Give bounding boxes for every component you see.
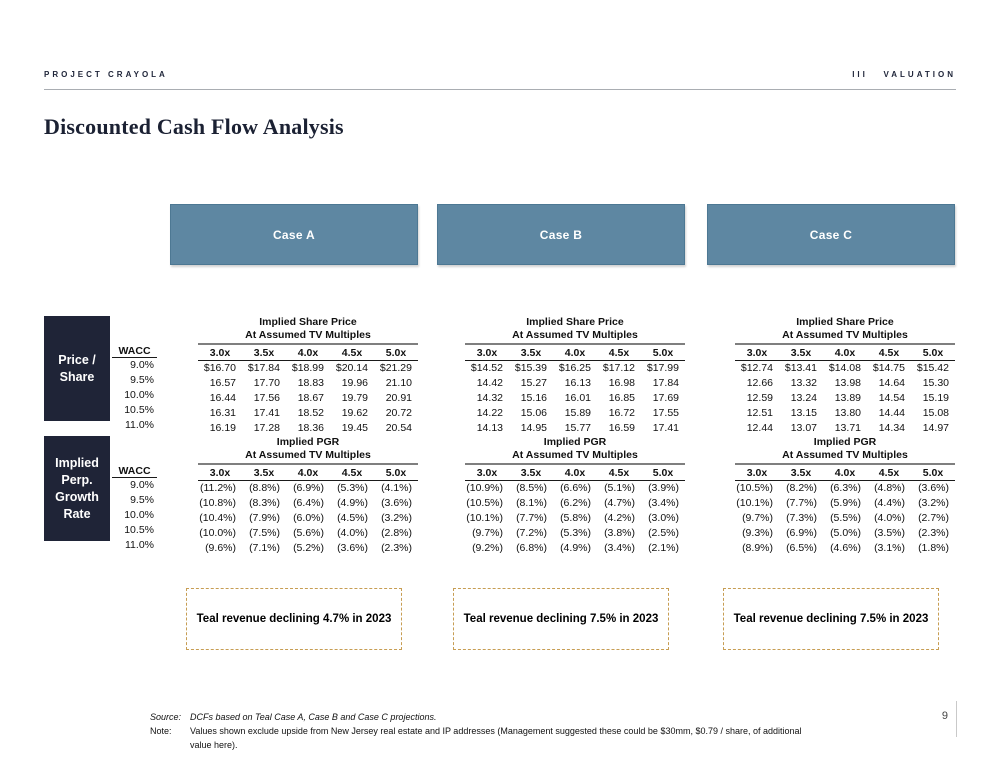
table-cell: (8.9%) <box>742 542 773 554</box>
table-cell: 14.42 <box>476 377 503 389</box>
row-label-price-share: Price / Share <box>44 316 110 421</box>
multiples-header-row <box>465 346 685 361</box>
table-cell: (9.7%) <box>742 512 773 524</box>
table-cell: (1.8%) <box>918 542 949 554</box>
page-number: 9 <box>941 710 948 722</box>
note-line-2: value here). <box>190 740 238 750</box>
table-cell: (7.7%) <box>516 512 547 524</box>
table-cell: (2.8%) <box>381 527 412 539</box>
table-cell: 17.55 <box>652 407 679 419</box>
table-cell: 17.56 <box>253 392 280 404</box>
table-row <box>465 511 685 526</box>
table-row <box>735 511 955 526</box>
table-top-rule <box>465 343 685 345</box>
table-cell: (10.4%) <box>199 512 236 524</box>
table-cell: 15.89 <box>564 407 591 419</box>
table-subtitle: At Assumed TV Multiples <box>782 329 908 341</box>
table-row <box>198 496 418 511</box>
table-row <box>465 526 685 541</box>
table-row <box>465 361 685 376</box>
column-header: 5.0x <box>652 467 674 479</box>
case-header-c: Case C <box>707 204 955 265</box>
callout-text: Teal revenue declining 7.5% in 2023 <box>733 613 929 625</box>
table-row <box>735 541 955 556</box>
table-top-rule <box>465 463 685 465</box>
callout-case-b <box>453 588 669 650</box>
table-cell: 18.83 <box>297 377 324 389</box>
table-cell: (6.6%) <box>560 482 591 494</box>
multiples-header-row <box>735 346 955 361</box>
source-row <box>150 710 802 724</box>
table-cell: (6.9%) <box>293 482 324 494</box>
column-header: 4.0x <box>297 347 319 359</box>
table-cell: (9.2%) <box>472 542 503 554</box>
table-cell: (10.0%) <box>199 527 236 539</box>
table-cell: (5.3%) <box>560 527 591 539</box>
table-cell: 12.59 <box>746 392 773 404</box>
column-header: 5.0x <box>385 347 407 359</box>
table-cell: (3.6%) <box>918 482 949 494</box>
column-header: 3.0x <box>746 347 768 359</box>
table-cell: (9.3%) <box>742 527 773 539</box>
table-cell: (3.0%) <box>648 512 679 524</box>
table-cell: (3.4%) <box>648 497 679 509</box>
wacc-column <box>112 465 157 553</box>
note-row <box>150 724 802 752</box>
table-cell: $17.12 <box>602 362 635 374</box>
table-cell: (3.8%) <box>604 527 635 539</box>
table-cell: (5.5%) <box>830 512 861 524</box>
wacc-value: 10.0% <box>124 509 154 521</box>
table-cell: (10.9%) <box>466 482 503 494</box>
page-title: Discounted Cash Flow Analysis <box>44 114 344 139</box>
table-cell: (5.1%) <box>604 482 635 494</box>
table-title: Implied Share Price <box>259 316 357 328</box>
page-number-divider <box>956 701 957 737</box>
table-cell: $13.41 <box>784 362 817 374</box>
table-cell: 16.59 <box>608 422 635 434</box>
table-row <box>465 391 685 406</box>
table-cell: (8.5%) <box>516 482 547 494</box>
column-header: 4.5x <box>608 467 630 479</box>
table-cell: 15.30 <box>922 377 949 389</box>
table-cell: 14.95 <box>520 422 547 434</box>
table-cell: 14.13 <box>476 422 503 434</box>
table-row <box>735 406 955 421</box>
table-cell: (3.2%) <box>381 512 412 524</box>
table-cell: (10.1%) <box>466 512 503 524</box>
table-cell: $16.25 <box>558 362 591 374</box>
table-cell: (4.6%) <box>830 542 861 554</box>
wacc-value: 11.0% <box>125 539 154 551</box>
table-cell: 16.57 <box>209 377 236 389</box>
column-header: 5.0x <box>652 347 674 359</box>
table-cell: (7.5%) <box>249 527 280 539</box>
column-header: 3.0x <box>476 467 498 479</box>
table-cell: $18.99 <box>291 362 324 374</box>
table-row <box>465 406 685 421</box>
pgr-table-case-c <box>735 436 955 556</box>
table-cell: $17.99 <box>646 362 679 374</box>
multiples-header-row <box>198 466 418 481</box>
table-cell: 14.64 <box>878 377 905 389</box>
table-cell: 14.54 <box>878 392 905 404</box>
table-cell: 13.24 <box>790 392 817 404</box>
table-cell: $20.14 <box>335 362 368 374</box>
table-cell: 16.44 <box>209 392 236 404</box>
column-header: 3.0x <box>476 347 498 359</box>
table-row <box>198 541 418 556</box>
table-title: Implied PGR <box>543 436 607 448</box>
table-cell: (10.5%) <box>466 497 503 509</box>
wacc-value: 9.5% <box>130 494 154 506</box>
table-cell: (3.4%) <box>604 542 635 554</box>
table-cell: (9.7%) <box>472 527 503 539</box>
source-text: DCFs based on Teal Case A, Case B and Case C projections. <box>190 712 437 722</box>
wacc-column-header: WACC <box>112 345 157 358</box>
table-cell: 16.13 <box>564 377 591 389</box>
table-cell: (8.1%) <box>516 497 547 509</box>
share-price-table-case-b <box>465 316 685 436</box>
table-cell: (5.3%) <box>337 482 368 494</box>
table-title: Implied Share Price <box>796 316 894 328</box>
table-cell: (4.9%) <box>560 542 591 554</box>
column-header: 3.5x <box>790 347 812 359</box>
table-cell: (2.7%) <box>918 512 949 524</box>
table-cell: 20.91 <box>385 392 412 404</box>
column-header: 3.5x <box>520 467 542 479</box>
table-cell: (4.4%) <box>874 497 905 509</box>
column-header: 5.0x <box>385 467 407 479</box>
table-cell: (7.2%) <box>516 527 547 539</box>
table-row <box>198 421 418 436</box>
footnotes <box>150 710 802 752</box>
table-cell: (3.5%) <box>874 527 905 539</box>
table-cell: 17.84 <box>652 377 679 389</box>
table-cell: (4.7%) <box>604 497 635 509</box>
column-header: 5.0x <box>922 467 944 479</box>
table-cell: 17.41 <box>253 407 280 419</box>
table-cell: $15.42 <box>916 362 949 374</box>
table-cell: (6.8%) <box>516 542 547 554</box>
table-cell: (7.7%) <box>786 497 817 509</box>
table-cell: 14.44 <box>878 407 905 419</box>
section-label: III VALUATION <box>852 70 956 79</box>
table-row <box>735 421 955 436</box>
project-name: PROJECT CRAYOLA <box>44 70 168 79</box>
table-cell: (7.9%) <box>249 512 280 524</box>
table-cell: 16.31 <box>209 407 236 419</box>
note-text <box>190 724 802 752</box>
wacc-value: 10.5% <box>124 404 154 416</box>
table-cell: $15.39 <box>514 362 547 374</box>
table-row <box>198 511 418 526</box>
table-cell: 13.15 <box>790 407 817 419</box>
column-header: 4.5x <box>341 467 363 479</box>
table-cell: 20.54 <box>385 422 412 434</box>
table-row <box>198 391 418 406</box>
share-price-table-case-a <box>198 316 418 436</box>
table-cell: $17.84 <box>247 362 280 374</box>
table-cell: (8.8%) <box>249 482 280 494</box>
table-cell: (4.8%) <box>874 482 905 494</box>
table-cell: (2.1%) <box>648 542 679 554</box>
table-cell: 19.45 <box>341 422 368 434</box>
table-cell: 16.85 <box>608 392 635 404</box>
table-row <box>465 376 685 391</box>
column-header: 3.5x <box>253 347 275 359</box>
table-title: Implied PGR <box>276 436 340 448</box>
table-cell: $14.52 <box>470 362 503 374</box>
table-cell: 15.27 <box>520 377 547 389</box>
table-cell: $14.75 <box>872 362 905 374</box>
table-cell: 19.79 <box>341 392 368 404</box>
column-header: 4.5x <box>341 347 363 359</box>
wacc-value: 10.5% <box>124 524 154 536</box>
table-cell: (2.3%) <box>918 527 949 539</box>
row-label-implied-pgr: Implied Perp. Growth Rate <box>44 436 110 541</box>
table-cell: (4.0%) <box>337 527 368 539</box>
table-cell: (3.6%) <box>381 497 412 509</box>
table-subtitle: At Assumed TV Multiples <box>245 449 371 461</box>
table-row <box>198 406 418 421</box>
table-cell: (7.1%) <box>249 542 280 554</box>
multiples-header-row <box>735 466 955 481</box>
table-cell: (4.5%) <box>337 512 368 524</box>
table-cell: 17.69 <box>652 392 679 404</box>
wacc-value: 10.0% <box>124 389 154 401</box>
table-cell: (9.6%) <box>205 542 236 554</box>
table-cell: (10.1%) <box>736 497 773 509</box>
source-label: Source: <box>150 712 182 722</box>
table-cell: (6.5%) <box>786 542 817 554</box>
table-row <box>465 496 685 511</box>
table-row <box>735 481 955 496</box>
column-header: 3.0x <box>746 467 768 479</box>
table-cell: (2.5%) <box>648 527 679 539</box>
table-cell: (10.5%) <box>736 482 773 494</box>
column-header: 4.5x <box>878 347 900 359</box>
table-cell: (3.1%) <box>874 542 905 554</box>
table-cell: $12.74 <box>740 362 773 374</box>
table-cell: (2.3%) <box>381 542 412 554</box>
column-header: 3.5x <box>790 467 812 479</box>
column-header: 4.0x <box>834 467 856 479</box>
column-header: 3.5x <box>253 467 275 479</box>
table-cell: (3.9%) <box>648 482 679 494</box>
table-cell: (6.9%) <box>786 527 817 539</box>
table-cell: (5.0%) <box>830 527 861 539</box>
table-cell: 12.51 <box>746 407 773 419</box>
table-row <box>198 376 418 391</box>
column-header: 4.0x <box>297 467 319 479</box>
table-cell: 18.67 <box>297 392 324 404</box>
table-cell: 18.36 <box>297 422 324 434</box>
callout-text: Teal revenue declining 7.5% in 2023 <box>463 613 659 625</box>
table-row <box>198 526 418 541</box>
note-line-1: Values shown exclude upside from New Jersey real estate and IP addresses (Management suggested these could be $30mm, $0.79 / share, of additional <box>190 726 802 736</box>
wacc-column-header: WACC <box>112 465 157 478</box>
table-row <box>735 496 955 511</box>
table-cell: 16.19 <box>209 422 236 434</box>
table-cell: 21.10 <box>385 377 412 389</box>
table-row <box>465 481 685 496</box>
callout-case-c <box>723 588 939 650</box>
table-cell: (8.2%) <box>786 482 817 494</box>
table-cell: (5.8%) <box>560 512 591 524</box>
table-cell: (4.9%) <box>337 497 368 509</box>
table-title: Implied Share Price <box>526 316 624 328</box>
callout-case-a <box>186 588 402 650</box>
table-cell: 13.71 <box>834 422 861 434</box>
table-cell: 17.28 <box>253 422 280 434</box>
pgr-table-case-a <box>198 436 418 556</box>
table-top-rule <box>198 463 418 465</box>
table-row <box>198 481 418 496</box>
table-cell: (10.8%) <box>199 497 236 509</box>
table-cell: 14.32 <box>476 392 503 404</box>
table-subtitle: At Assumed TV Multiples <box>245 329 371 341</box>
table-cell: 15.19 <box>922 392 949 404</box>
wacc-value: 11.0% <box>125 419 154 431</box>
column-header: 5.0x <box>922 347 944 359</box>
share-price-table-case-c <box>735 316 955 436</box>
wacc-column <box>112 345 157 433</box>
table-cell: (3.2%) <box>918 497 949 509</box>
table-cell: (3.6%) <box>337 542 368 554</box>
wacc-value: 9.0% <box>130 359 154 371</box>
header-divider <box>44 89 956 90</box>
table-cell: 19.96 <box>341 377 368 389</box>
table-cell: (6.2%) <box>560 497 591 509</box>
column-header: 3.5x <box>520 347 542 359</box>
table-cell: (4.2%) <box>604 512 635 524</box>
table-cell: 15.77 <box>564 422 591 434</box>
table-cell: $16.70 <box>203 362 236 374</box>
column-header: 3.0x <box>209 347 231 359</box>
table-cell: 14.22 <box>476 407 503 419</box>
column-header: 4.5x <box>608 347 630 359</box>
table-cell: 14.97 <box>922 422 949 434</box>
table-cell: 13.80 <box>834 407 861 419</box>
case-header-b: Case B <box>437 204 685 265</box>
table-row <box>735 526 955 541</box>
table-cell: 17.70 <box>253 377 280 389</box>
table-cell: 13.98 <box>834 377 861 389</box>
column-header: 4.0x <box>834 347 856 359</box>
callout-text: Teal revenue declining 4.7% in 2023 <box>196 613 392 625</box>
table-cell: (11.2%) <box>200 482 236 494</box>
column-header: 4.0x <box>564 467 586 479</box>
table-cell: 20.72 <box>385 407 412 419</box>
column-header: 3.0x <box>209 467 231 479</box>
table-cell: (4.0%) <box>874 512 905 524</box>
table-cell: (6.0%) <box>293 512 324 524</box>
table-cell: 14.34 <box>878 422 905 434</box>
table-top-rule <box>735 463 955 465</box>
table-subtitle: At Assumed TV Multiples <box>512 449 638 461</box>
table-cell: 12.66 <box>746 377 773 389</box>
pgr-table-case-b <box>465 436 685 556</box>
table-cell: 18.52 <box>297 407 324 419</box>
table-row <box>198 361 418 376</box>
table-cell: 15.06 <box>520 407 547 419</box>
table-cell: 17.41 <box>652 422 679 434</box>
table-cell: (4.1%) <box>381 482 412 494</box>
table-cell: (8.3%) <box>249 497 280 509</box>
table-cell: 19.62 <box>341 407 368 419</box>
table-cell: 16.98 <box>608 377 635 389</box>
wacc-value: 9.0% <box>130 479 154 491</box>
table-row <box>735 361 955 376</box>
table-cell: $14.08 <box>828 362 861 374</box>
table-cell: 13.32 <box>790 377 817 389</box>
multiples-header-row <box>198 346 418 361</box>
table-subtitle: At Assumed TV Multiples <box>512 329 638 341</box>
table-subtitle: At Assumed TV Multiples <box>782 449 908 461</box>
multiples-header-row <box>465 466 685 481</box>
table-row <box>735 391 955 406</box>
wacc-value: 9.5% <box>130 374 154 386</box>
table-cell: 13.07 <box>790 422 817 434</box>
column-header: 4.0x <box>564 347 586 359</box>
table-cell: 16.01 <box>564 392 591 404</box>
table-cell: (7.3%) <box>786 512 817 524</box>
table-cell: 13.89 <box>834 392 861 404</box>
table-cell: (6.3%) <box>830 482 861 494</box>
table-top-rule <box>198 343 418 345</box>
case-header-a: Case A <box>170 204 418 265</box>
table-row <box>735 376 955 391</box>
table-cell: (5.2%) <box>293 542 324 554</box>
table-row <box>465 421 685 436</box>
column-header: 4.5x <box>878 467 900 479</box>
table-cell: 15.16 <box>520 392 547 404</box>
table-cell: 16.72 <box>608 407 635 419</box>
table-cell: (6.4%) <box>293 497 324 509</box>
table-top-rule <box>735 343 955 345</box>
table-cell: 15.08 <box>922 407 949 419</box>
table-cell: 12.44 <box>746 422 773 434</box>
table-cell: (5.6%) <box>293 527 324 539</box>
table-title: Implied PGR <box>813 436 877 448</box>
table-cell: (5.9%) <box>830 497 861 509</box>
table-row <box>465 541 685 556</box>
table-cell: $21.29 <box>379 362 412 374</box>
note-label: Note: <box>150 726 172 736</box>
